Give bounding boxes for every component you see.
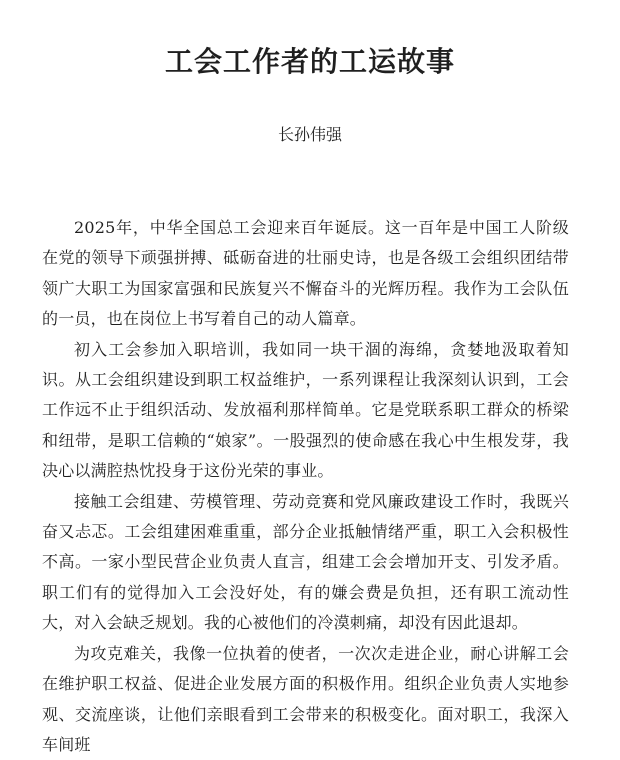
paragraph-1: 2025年，中华全国总工会迎来百年诞辰。这一百年是中国工人阶级在党的领导下顽强拼搏、砥砺奋进的壮丽史诗，也是各级工会组织团结带领广大职工为国家富强和民族复兴不懈奋斗的光辉历程。我作为工会队伍的一员，也在岗位上书写着自己的动人篇章。 <box>42 218 569 329</box>
article-body <box>42 213 569 760</box>
paragraph-3: 接触工会组建、劳模管理、劳动竞赛和党风廉政建设工作时，我既兴奋又忐忑。工会组建困难重重，部分企业抵触情绪严重，职工入会积极性不高。一家小型民营企业负责人直言，组建工会会增加开支、引发矛盾。职工们有的觉得加入工会没好处，有的嫌会费是负担，还有职工流动性大，对入会缺乏规划。我的心被他们的冷漠刺痛，却没有因此退却。 <box>42 491 569 633</box>
article-title: 工会工作者的工运故事 <box>164 45 455 78</box>
article-author: 长孙伟强 <box>277 125 342 144</box>
paragraph-4: 为攻克难关，我像一位执着的使者，一次次走进企业，耐心讲解工会在维护职工权益、促进企业发展方面的积极作用。组织企业负责人实地参观、交流座谈，让他们亲眼看到工会带来的积极变化。面对职工，我深入车间班 <box>42 643 569 754</box>
paragraph-2: 初入工会参加入职培训，我如同一块干涸的海绵，贪婪地汲取着知识。从工会组织建设到职工权益维护，一系列课程让我深刻认识到，工会工作远不止于组织活动、发放福利那样简单。它是党联系职工群众的桥梁和纽带，是职工信赖的“娘家”。一股强烈的使命感在我心中生根发芽，我决心以满腔热忱投身于这份光荣的事业。 <box>42 339 569 481</box>
